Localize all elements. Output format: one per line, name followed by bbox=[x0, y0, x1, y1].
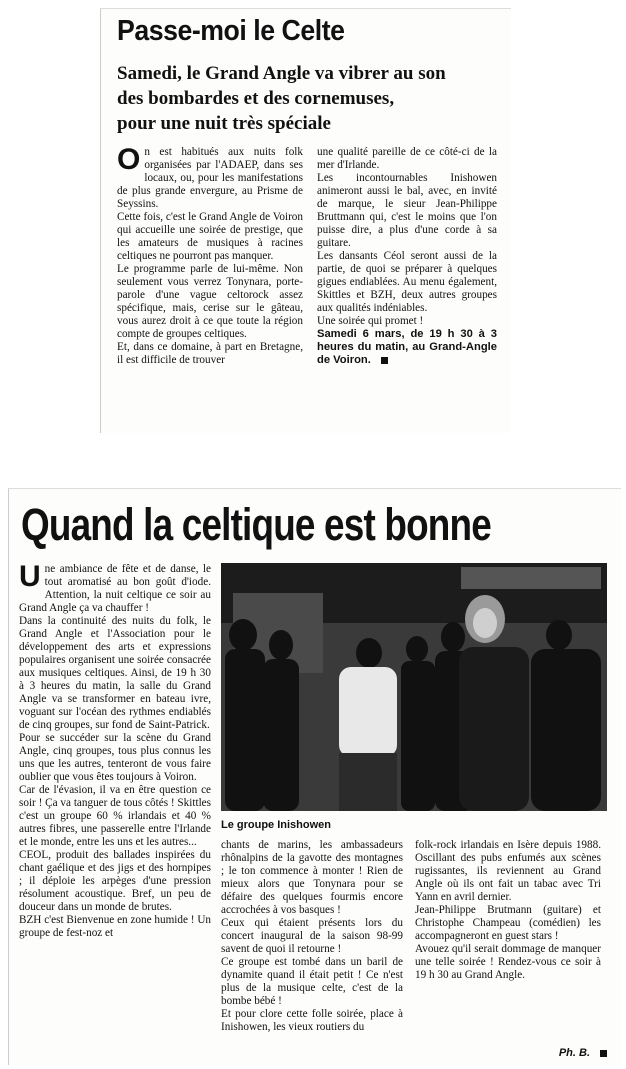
closing-info: Samedi 6 mars, de 19 h 30 à 3 heures du matin, au Grand-Angle de Voiron. bbox=[317, 328, 497, 366]
paragraph: Jean-Philippe Brutmann (guitare) et Christophe Champeau (comédien) les accompagneront en guest stars ! bbox=[415, 904, 601, 942]
paragraph: Cette fois, c'est le Grand Angle de Voiron qui accueille une soirée de prestige, que les amateurs de musiques à racines celtiques ne pourront pas manquer. bbox=[117, 211, 303, 262]
paragraph: Et pour clore cette folle soirée, place à Inishowen, les vieux routiers du bbox=[221, 1008, 403, 1033]
paragraph: une qualité pareille de ce côté-ci de la mer d'Irlande. bbox=[317, 146, 497, 171]
article-2-column-2 bbox=[221, 839, 403, 1034]
article-2 bbox=[8, 488, 621, 1065]
paragraph: Ce groupe est tombé dans un baril de dynamite quand il était petit ! Ce n'est plus de la musique celte, c'est de la bombe bébé ! bbox=[221, 956, 403, 1007]
paragraph: Et, dans ce domaine, à part en Bretagne, il est difficile de trouver bbox=[117, 341, 303, 366]
end-mark-icon bbox=[600, 1050, 607, 1057]
paragraph: Ceux qui étaient présents lors du concert inaugural de la saison 98-99 savent de quoi il retourne ! bbox=[221, 917, 403, 955]
band-photo-illustration bbox=[221, 563, 607, 811]
paragraph: Les dansants Céol seront aussi de la partie, de quoi se préparer à quelques gigues endiablées. Au menu également, Skittles et BZH, deux autres groupes aux qualités indéniables. bbox=[317, 250, 497, 314]
end-mark-icon bbox=[381, 357, 388, 364]
paragraph: Avouez qu'il serait dommage de manquer une telle soirée ! Rendez-vous ce soir à 19 h 30 au Grand Angle. bbox=[415, 943, 601, 981]
deck-line-1: Samedi, le Grand Angle va vibrer au son bbox=[117, 63, 446, 84]
paragraph: Dans la continuité des nuits du folk, le Grand Angle et l'Association pour le développement des arts et expressions populaires organisent une soirée consacrée aux musiques celtiques. Ainsi, de 19 h 30 à 3 heures du matin, la salle du Grand Angle va se transformer en bateau ivre, voguant sur l'océan des rythmes endiablés de cinq groupes, sur fond de Saint-Patrick. bbox=[19, 615, 211, 731]
signature-text: Ph. B. bbox=[558, 1047, 590, 1059]
signature bbox=[559, 1047, 607, 1059]
paragraph: Une soirée qui promet ! bbox=[317, 315, 424, 327]
deck-line-3: pour une nuit très spéciale bbox=[117, 113, 331, 134]
article-1 bbox=[100, 8, 511, 433]
deck-1 bbox=[117, 61, 502, 136]
paragraph: CEOL, produit des ballades inspirées du chant gaélique et des jigs et des hornpipes ; il déploie les arpèges d'une pression résolument acoustique. Bref, un peu de douceur dans un monde de brutes. bbox=[19, 849, 211, 913]
article-2-column-1 bbox=[19, 560, 211, 940]
photo-caption: Le groupe Inishowen bbox=[221, 819, 332, 831]
paragraph: ne ambiance de fête et de danse, le tout aromatisé au bon goût d'iode. Attention, la nuit celtique ce soir au Grand Angle ça va chauffer ! bbox=[19, 563, 211, 614]
article-1-column-2 bbox=[317, 146, 497, 367]
paragraph: folk-rock irlandais en Isère depuis 1988. Oscillant des pubs enfumés aux scènes rugissantes, ils reviennent au Grand Angle où ils ont fait un tabac avec Tri Yann en avril dernier. bbox=[415, 839, 601, 903]
paragraph: chants de marins, les ambassadeurs rhônalpins de la gavotte des montagnes ; le ton commence à monter ! Rien de mieux alors que Tonynara pour se défaire des quelques fourmis encore accrochées à vos basques ! bbox=[221, 839, 403, 916]
article-1-column-1 bbox=[117, 143, 303, 367]
paragraph: BZH c'est Bienvenue en zone humide ! Un groupe de fest-noz et bbox=[19, 914, 211, 939]
paragraph: Car de l'évasion, il va en être question ce soir ! Ça va tanguer de tous côtés ! Skittles c'est un groupe 60 % irlandais et 40 % autres fibres, une passerelle entre l'Irlande et le monde, entre les uns et les autres... bbox=[19, 784, 211, 848]
band-photo bbox=[221, 563, 607, 811]
paragraph: Pour se succéder sur la scène du Grand Angle, cinq groupes, tous plus connus les uns que les autres, tenteront de vous faire oublier que vous êtes toujours à Voiron. bbox=[19, 732, 211, 783]
article-2-column-3 bbox=[415, 839, 601, 982]
paragraph: Les incontournables Inishowen animeront aussi le bal, avec, en invité de marque, le sieur Jean-Philippe Bruttmann qui, c'est le moins que l'on puisse dire, a plus d'une corde à sa guitare. bbox=[317, 172, 497, 249]
headline-1: Passe-moi le Celte bbox=[117, 15, 345, 47]
deck-line-2: des bombardes et des cornemuses, bbox=[117, 88, 395, 109]
paragraph: n est habitués aux nuits folk organisées par l'ADAEP, dans ses locaux, ou, pour les manifestations de plus grande envergure, au Prisme de Seyssins. bbox=[117, 146, 303, 210]
headline-2: Quand la celtique est bonne bbox=[21, 499, 491, 550]
paragraph: Le programme parle de lui-même. Non seulement vous verrez Tonynara, porte-parole d'une vague celtorock assez spécifique, mais, cerise sur le gâteau, vous aurez droit à ce que toute la région compte de groupes celtiques. bbox=[117, 263, 303, 340]
dropcap-1: O bbox=[117, 143, 141, 176]
dropcap-2: U bbox=[19, 560, 41, 593]
